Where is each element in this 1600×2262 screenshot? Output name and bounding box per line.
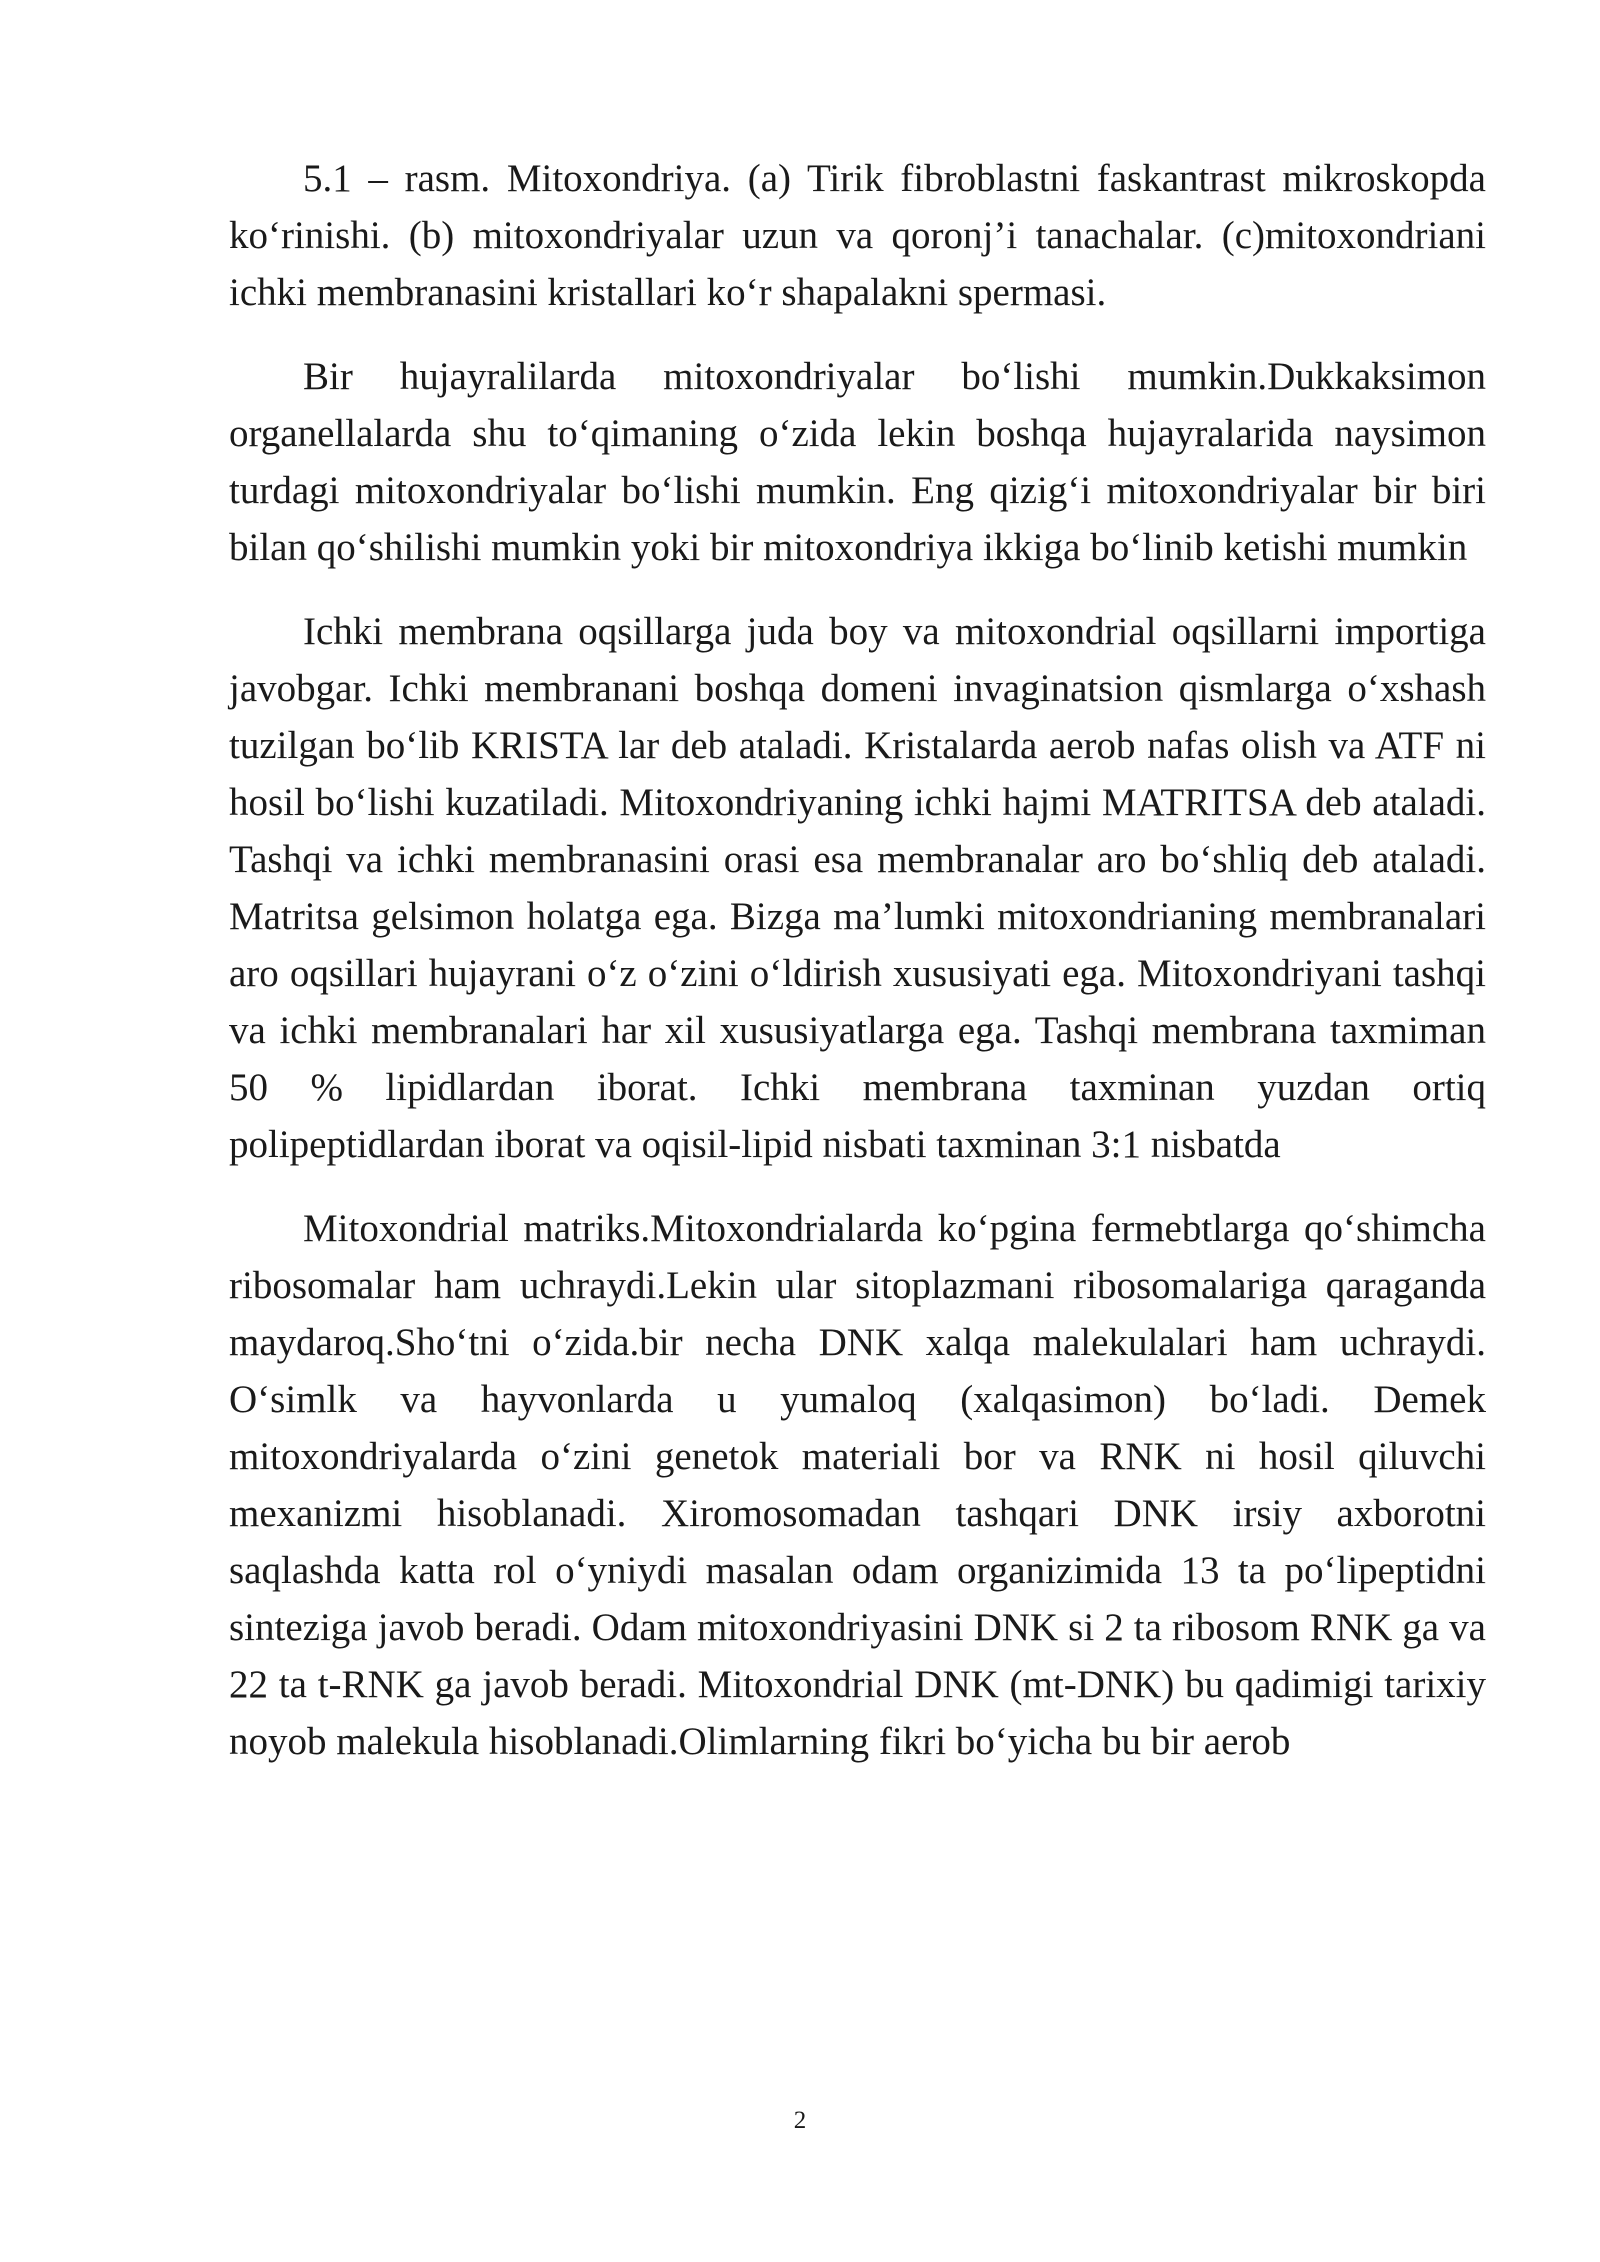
figure-caption-paragraph: 5.1 – rasm. Mitoxondriya. (a) Tirik fibroblastni faskantrast mikroskopda ko‘rinishi. (b) mitoxondriyalar uzun va qoronj’i tanachalar. (c)mitoxondriani ichki membranasini kristallari ko‘r shapalakni spermasi. bbox=[229, 157, 1486, 314]
page-number: 2 bbox=[793, 2107, 807, 2134]
page-body bbox=[229, 150, 1486, 1797]
body-paragraph: Bir hujayralilarda mitoxondriyalar bo‘lishi mumkin.Dukkaksimon organellalarda shu to‘qimaning o‘zida lekin boshqa hujayralarida naysimon turdagi mitoxondriyalar bo‘lishi mumkin. Eng qizig‘i mitoxondriyalar bir biri bilan qo‘shilishi mumkin yoki bir mitoxondriya ikkiga bo‘linib ketishi mumkin bbox=[229, 355, 1486, 569]
body-paragraph: Ichki membrana oqsillarga juda boy va mitoxondrial oqsillarni importiga javobgar. Ichki membranani boshqa domeni invaginatsion qismlarga o‘xshash tuzilgan bo‘lib KRISTA lar deb ataladi. Kristalarda aerob nafas olish va ATF ni hosil bo‘lishi kuzatiladi. Mitoxondriyaning ichki hajmi MATRITSA deb ataladi. Tashqi va ichki membranasini orasi esa membranalar aro bo‘shliq deb ataladi. Matritsa gelsimon holatga ega. Bizga ma’lumki mitoxondrianing membranalari aro oqsillari hujayrani o‘z o‘zini o‘ldirish xususiyati ega. Mitoxondriyani tashqi va ichki membranalari har xil xususiyatlarga ega. Tashqi membrana taxmiman 50 % lipidlardan iborat. Ichki membrana taxminan yuzdan ortiq polipeptidlardan iborat va oqisil-lipid nisbati taxminan 3:1 nisbatda bbox=[229, 610, 1486, 1166]
body-paragraph: Mitoxondrial matriks.Mitoxondrialarda ko‘pgina fermebtlarga qo‘shimcha ribosomalar ham uchraydi.Lekin ular sitoplazmani ribosomalariga qaraganda maydaroq.Sho‘tni o‘zida.bir necha DNK xalqa malekulalari ham uchraydi. O‘simlk va hayvonlarda u yumaloq (xalqasimon) bo‘ladi. Demek mitoxondriyalarda o‘zini genetok materiali bor va RNK ni hosil qiluvchi mexanizmi hisoblanadi. Xiromosomadan tashqari DNK irsiy axborotni saqlashda katta rol o‘yniydi masalan odam organizimida 13 ta po‘lipeptidni sinteziga javob beradi. Odam mitoxondriyasini DNK si 2 ta ribosom RNK ga va 22 ta t-RNK ga javob beradi. Mitoxondrial DNK (mt-DNK) bu qadimigi tarixiy noyob malekula hisoblanadi.Olimlarning fikri bo‘yicha bu bir aerob bbox=[229, 1207, 1486, 1763]
